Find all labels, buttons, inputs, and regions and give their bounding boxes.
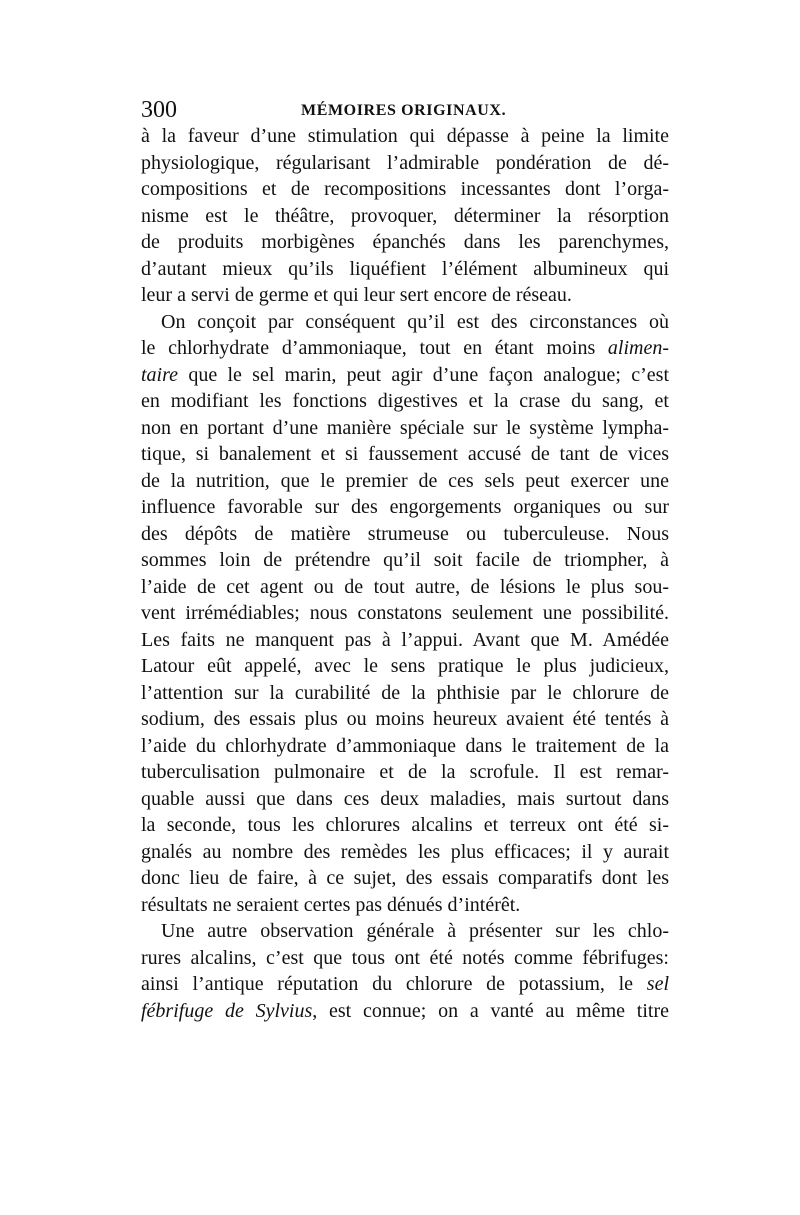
running-header	[141, 96, 669, 124]
text-line: des dépôts de matière strumeuse ou tuberculeuse. Nous	[141, 522, 669, 545]
text-line: le chlorhydrate d’ammoniaque, tout en étant moins alimen-	[141, 337, 669, 359]
text-line: en modifiant les fonctions digestives et la crase du sang, et	[141, 390, 669, 412]
running-title: MÉMOIRES ORIGINAUX.	[301, 102, 507, 119]
text-line: résultats ne seraient certes pas dénués d’intérêt.	[141, 893, 521, 916]
text-line: de la nutrition, que le premier de ces sels peut exercer une	[141, 469, 669, 492]
paragraph-first-line: Une autre observation générale à présenter sur les chlo-	[161, 920, 669, 942]
text-line: Latour eût appelé, avec le sens pratique le plus judicieux,	[141, 655, 669, 677]
text-line: l’aide du chlorhydrate d’ammoniaque dans le traitement de la	[141, 734, 669, 757]
text-line: compositions et de recompositions incessantes dont l’orga-	[141, 178, 669, 200]
text-line: tique, si banalement et si faussement accusé de tant de vices	[141, 443, 669, 465]
text-line: d’autant mieux qu’ils liquéfient l’élément albumineux qui	[141, 257, 669, 280]
italic-word: alimen-	[607, 337, 669, 359]
text-line: donc lieu de faire, à ce sujet, des essais comparatifs dont les	[141, 867, 669, 889]
text-line: taire que le sel marin, peut agir d’une façon analogue; c’est	[141, 363, 669, 386]
text-line: de produits morbigènes épanchés dans les parenchymes,	[141, 231, 669, 253]
text-line: la seconde, tous les chlorures alcalins et terreux ont été si-	[141, 814, 669, 836]
text-line: l’aide de cet agent ou de tout autre, de lésions le plus sou-	[141, 575, 669, 598]
text-line: physiologique, régularisant l’admirable pondération de dé-	[141, 151, 669, 174]
text-line: Les faits ne manquent pas à l’appui. Avant que M. Amédée	[141, 628, 669, 651]
text-line: influence favorable sur des engorgements organiques ou sur	[141, 496, 669, 518]
text-line: rures alcalins, c’est que tous ont été notés comme fébrifuges:	[141, 946, 669, 969]
italic-word: taire	[141, 363, 179, 386]
text-line: leur a servi de germe et qui leur sert encore de réseau.	[141, 284, 572, 306]
paragraph-first-line: On conçoit par conséquent qu’il est des circonstances où	[161, 310, 669, 333]
text-line: fébrifuge de Sylvius, est connue; on a vanté au même titre	[141, 999, 669, 1022]
text-line: l’attention sur la curabilité de la phthisie par le chlorure de	[141, 681, 669, 704]
text-line: gnalés au nombre des remèdes les plus efficaces; il y aurait	[141, 840, 669, 863]
text-line: quable aussi que dans ces deux maladies, mais surtout dans	[141, 787, 669, 810]
body-text	[141, 123, 669, 1024]
page-number: 300	[141, 97, 177, 123]
text-line: sommes loin de prétendre qu’il soit facile de triompher, à	[141, 549, 669, 571]
text-line: non en portant d’une manière spéciale sur le système lympha-	[141, 416, 669, 439]
text-line: nisme est le théâtre, provoquer, déterminer la résorption	[141, 204, 669, 227]
text-line: sodium, des essais plus ou moins heureux avaient été tentés à	[141, 708, 669, 730]
text-line: ainsi l’antique réputation du chlorure de potassium, le sel	[141, 973, 669, 995]
italic-phrase: fébrifuge de Sylvius	[141, 999, 313, 1022]
text-line: vent irrémédiables; nous constatons seulement une possibilité.	[141, 602, 669, 624]
italic-word: sel	[646, 973, 669, 995]
text-line: à la faveur d’une stimulation qui dépasse à peine la limite	[141, 125, 669, 147]
text-line: tuberculisation pulmonaire et de la scrofule. Il est remar-	[141, 761, 669, 783]
